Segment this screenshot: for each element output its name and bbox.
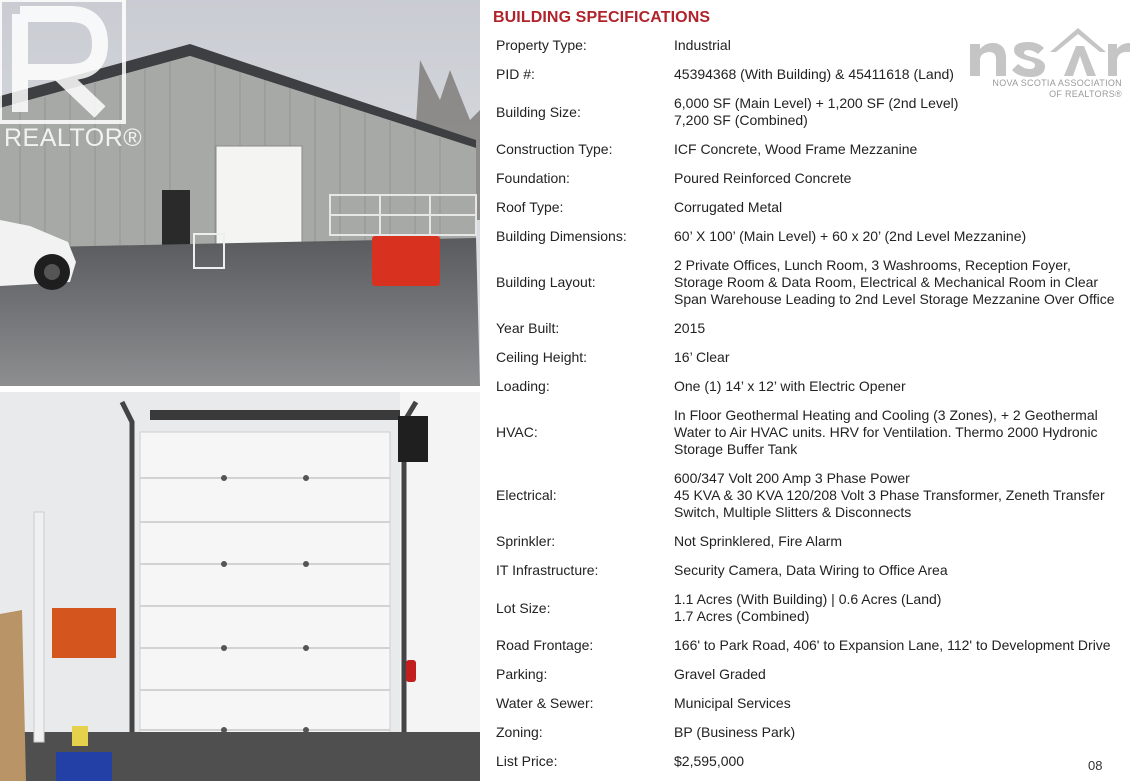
spec-row — [496, 585, 1140, 631]
spec-row — [496, 372, 1140, 401]
spec-value — [674, 199, 1140, 216]
spec-value — [674, 170, 1140, 187]
photo-column — [0, 0, 480, 781]
spec-value-line: ICF Concrete, Wood Frame Mezzanine — [674, 141, 918, 157]
spec-value-line: 2 Private Offices, Lunch Room, 3 Washrooms, Reception Foyer, — [674, 257, 1071, 273]
spec-value-line: In Floor Geothermal Heating and Cooling (3 Zones), + 2 Geothermal — [674, 407, 1098, 423]
page-number: 08 — [1088, 758, 1103, 773]
spec-row — [496, 343, 1140, 372]
spec-value-line: 166' to Park Road, 406' to Expansion Lane, 112' to Development Drive — [674, 637, 1111, 653]
spec-label: Lot Size: — [496, 599, 551, 616]
spec-value-line: Span Warehouse Leading to 2nd Level Storage Mezzanine Over Office — [674, 291, 1115, 307]
spec-value — [674, 37, 1140, 54]
spec-row — [496, 135, 1140, 164]
spec-row — [496, 89, 1140, 135]
spec-value-line: Storage Buffer Tank — [674, 441, 798, 457]
spec-row — [496, 556, 1140, 585]
spec-value-line: 45 KVA & 30 KVA 120/208 Volt 3 Phase Transformer, Zeneth Transfer — [674, 487, 1105, 503]
exterior-photo — [0, 0, 480, 386]
spec-value-line: Municipal Services — [674, 695, 791, 711]
spec-value-line: $2,595,000 — [674, 753, 745, 769]
spec-value — [674, 228, 1140, 245]
spec-label: Water & Sewer: — [496, 695, 594, 711]
spec-value — [674, 695, 1140, 712]
spec-value — [674, 753, 1140, 770]
spec-value-line: Not Sprinklered, Fire Alarm — [674, 533, 843, 549]
spec-value — [674, 533, 1140, 550]
spec-value-line: 1.7 Acres (Combined) — [674, 608, 810, 624]
spec-label: List Price: — [496, 753, 558, 769]
section-heading: BUILDING SPECIFICATIONS — [493, 9, 711, 26]
interior-photo — [0, 392, 480, 781]
spec-row — [496, 31, 1140, 60]
spec-value-line: 7,200 SF (Combined) — [674, 112, 808, 128]
spec-label: Building Size: — [496, 103, 581, 120]
spec-label: Road Frontage: — [496, 637, 594, 653]
spec-row — [496, 689, 1140, 718]
spec-label: Building Layout: — [496, 274, 596, 290]
spec-value — [674, 591, 1140, 625]
spec-table — [496, 31, 1140, 776]
realtor-word: REALTOR® — [4, 124, 143, 152]
spec-value — [674, 666, 1140, 683]
spec-value-line: Water to Air HVAC units. HRV for Ventilation. Thermo 2000 Hydronic — [674, 424, 1098, 440]
realtor-logo — [0, 0, 143, 156]
spec-label: Zoning: — [496, 724, 543, 740]
spec-value — [674, 141, 1140, 158]
spec-label: Property Type: — [496, 37, 587, 53]
spec-value-line: Industrial — [674, 37, 731, 53]
spec-label: Building Dimensions: — [496, 228, 627, 244]
spec-value — [674, 470, 1140, 521]
spec-value — [674, 637, 1140, 654]
spec-row — [496, 193, 1140, 222]
spec-value-line: 1.1 Acres (With Building) | 0.6 Acres (Land) — [674, 591, 942, 607]
spec-value-line: 2015 — [674, 320, 706, 336]
spec-value-line: 6,000 SF (Main Level) + 1,200 SF (2nd Level) — [674, 95, 959, 111]
spec-value-line: 45394368 (With Building) & 45411618 (Land) — [674, 66, 954, 82]
spec-value — [674, 378, 1140, 395]
spec-value-line: Switch, Multiple Slitters & Disconnects — [674, 504, 912, 520]
spec-row — [496, 164, 1140, 193]
spec-label: Year Built: — [496, 320, 560, 336]
spec-label: Electrical: — [496, 487, 557, 503]
spec-value-line: Corrugated Metal — [674, 199, 783, 215]
spec-label: PID #: — [496, 66, 535, 82]
spec-label: Foundation: — [496, 170, 570, 186]
spec-row — [496, 527, 1140, 556]
spec-label: Ceiling Height: — [496, 349, 588, 365]
spec-value-line: Storage Room & Data Room, Electrical & Mechanical Room in Clear — [674, 274, 1099, 290]
spec-row — [496, 401, 1140, 464]
spec-value-line: Poured Reinforced Concrete — [674, 170, 852, 186]
spec-value-line: BP (Business Park) — [674, 724, 796, 740]
spec-row — [496, 747, 1140, 776]
spec-row — [496, 660, 1140, 689]
spec-value — [674, 95, 1140, 129]
spec-row — [496, 314, 1140, 343]
spec-row — [496, 60, 1140, 89]
spec-value-line: 60’ X 100’ (Main Level) + 60 x 20’ (2nd Level Mezzanine) — [674, 228, 1027, 244]
spec-label: IT Infrastructure: — [496, 562, 599, 578]
spec-value — [674, 66, 1140, 83]
spec-panel — [480, 0, 1140, 781]
spec-value — [674, 407, 1140, 458]
spec-label: Construction Type: — [496, 141, 613, 157]
spec-row — [496, 222, 1140, 251]
spec-value-line: Gravel Graded — [674, 666, 766, 682]
spec-row — [496, 631, 1140, 660]
spec-value — [674, 257, 1140, 308]
spec-label: Roof Type: — [496, 199, 564, 215]
spec-label: Parking: — [496, 666, 548, 682]
spec-value — [674, 724, 1140, 741]
spec-value-line: One (1) 14’ x 12’ with Electric Opener — [674, 378, 906, 394]
spec-row — [496, 718, 1140, 747]
spec-value — [674, 562, 1140, 579]
spec-label: HVAC: — [496, 424, 538, 440]
spec-row — [496, 464, 1140, 527]
spec-label: Loading: — [496, 378, 550, 394]
spec-value-line: Security Camera, Data Wiring to Office Area — [674, 562, 948, 578]
nsar-line-2: OF REALTORS® — [1049, 89, 1122, 99]
spec-value-line: 16’ Clear — [674, 349, 730, 365]
spec-row — [496, 251, 1140, 314]
nsar-line-1: NOVA SCOTIA ASSOCIATION — [992, 78, 1122, 88]
spec-label: Sprinkler: — [496, 533, 556, 549]
spec-value — [674, 349, 1140, 366]
spec-value — [674, 320, 1140, 337]
spec-value-line: 600/347 Volt 200 Amp 3 Phase Power — [674, 470, 910, 486]
